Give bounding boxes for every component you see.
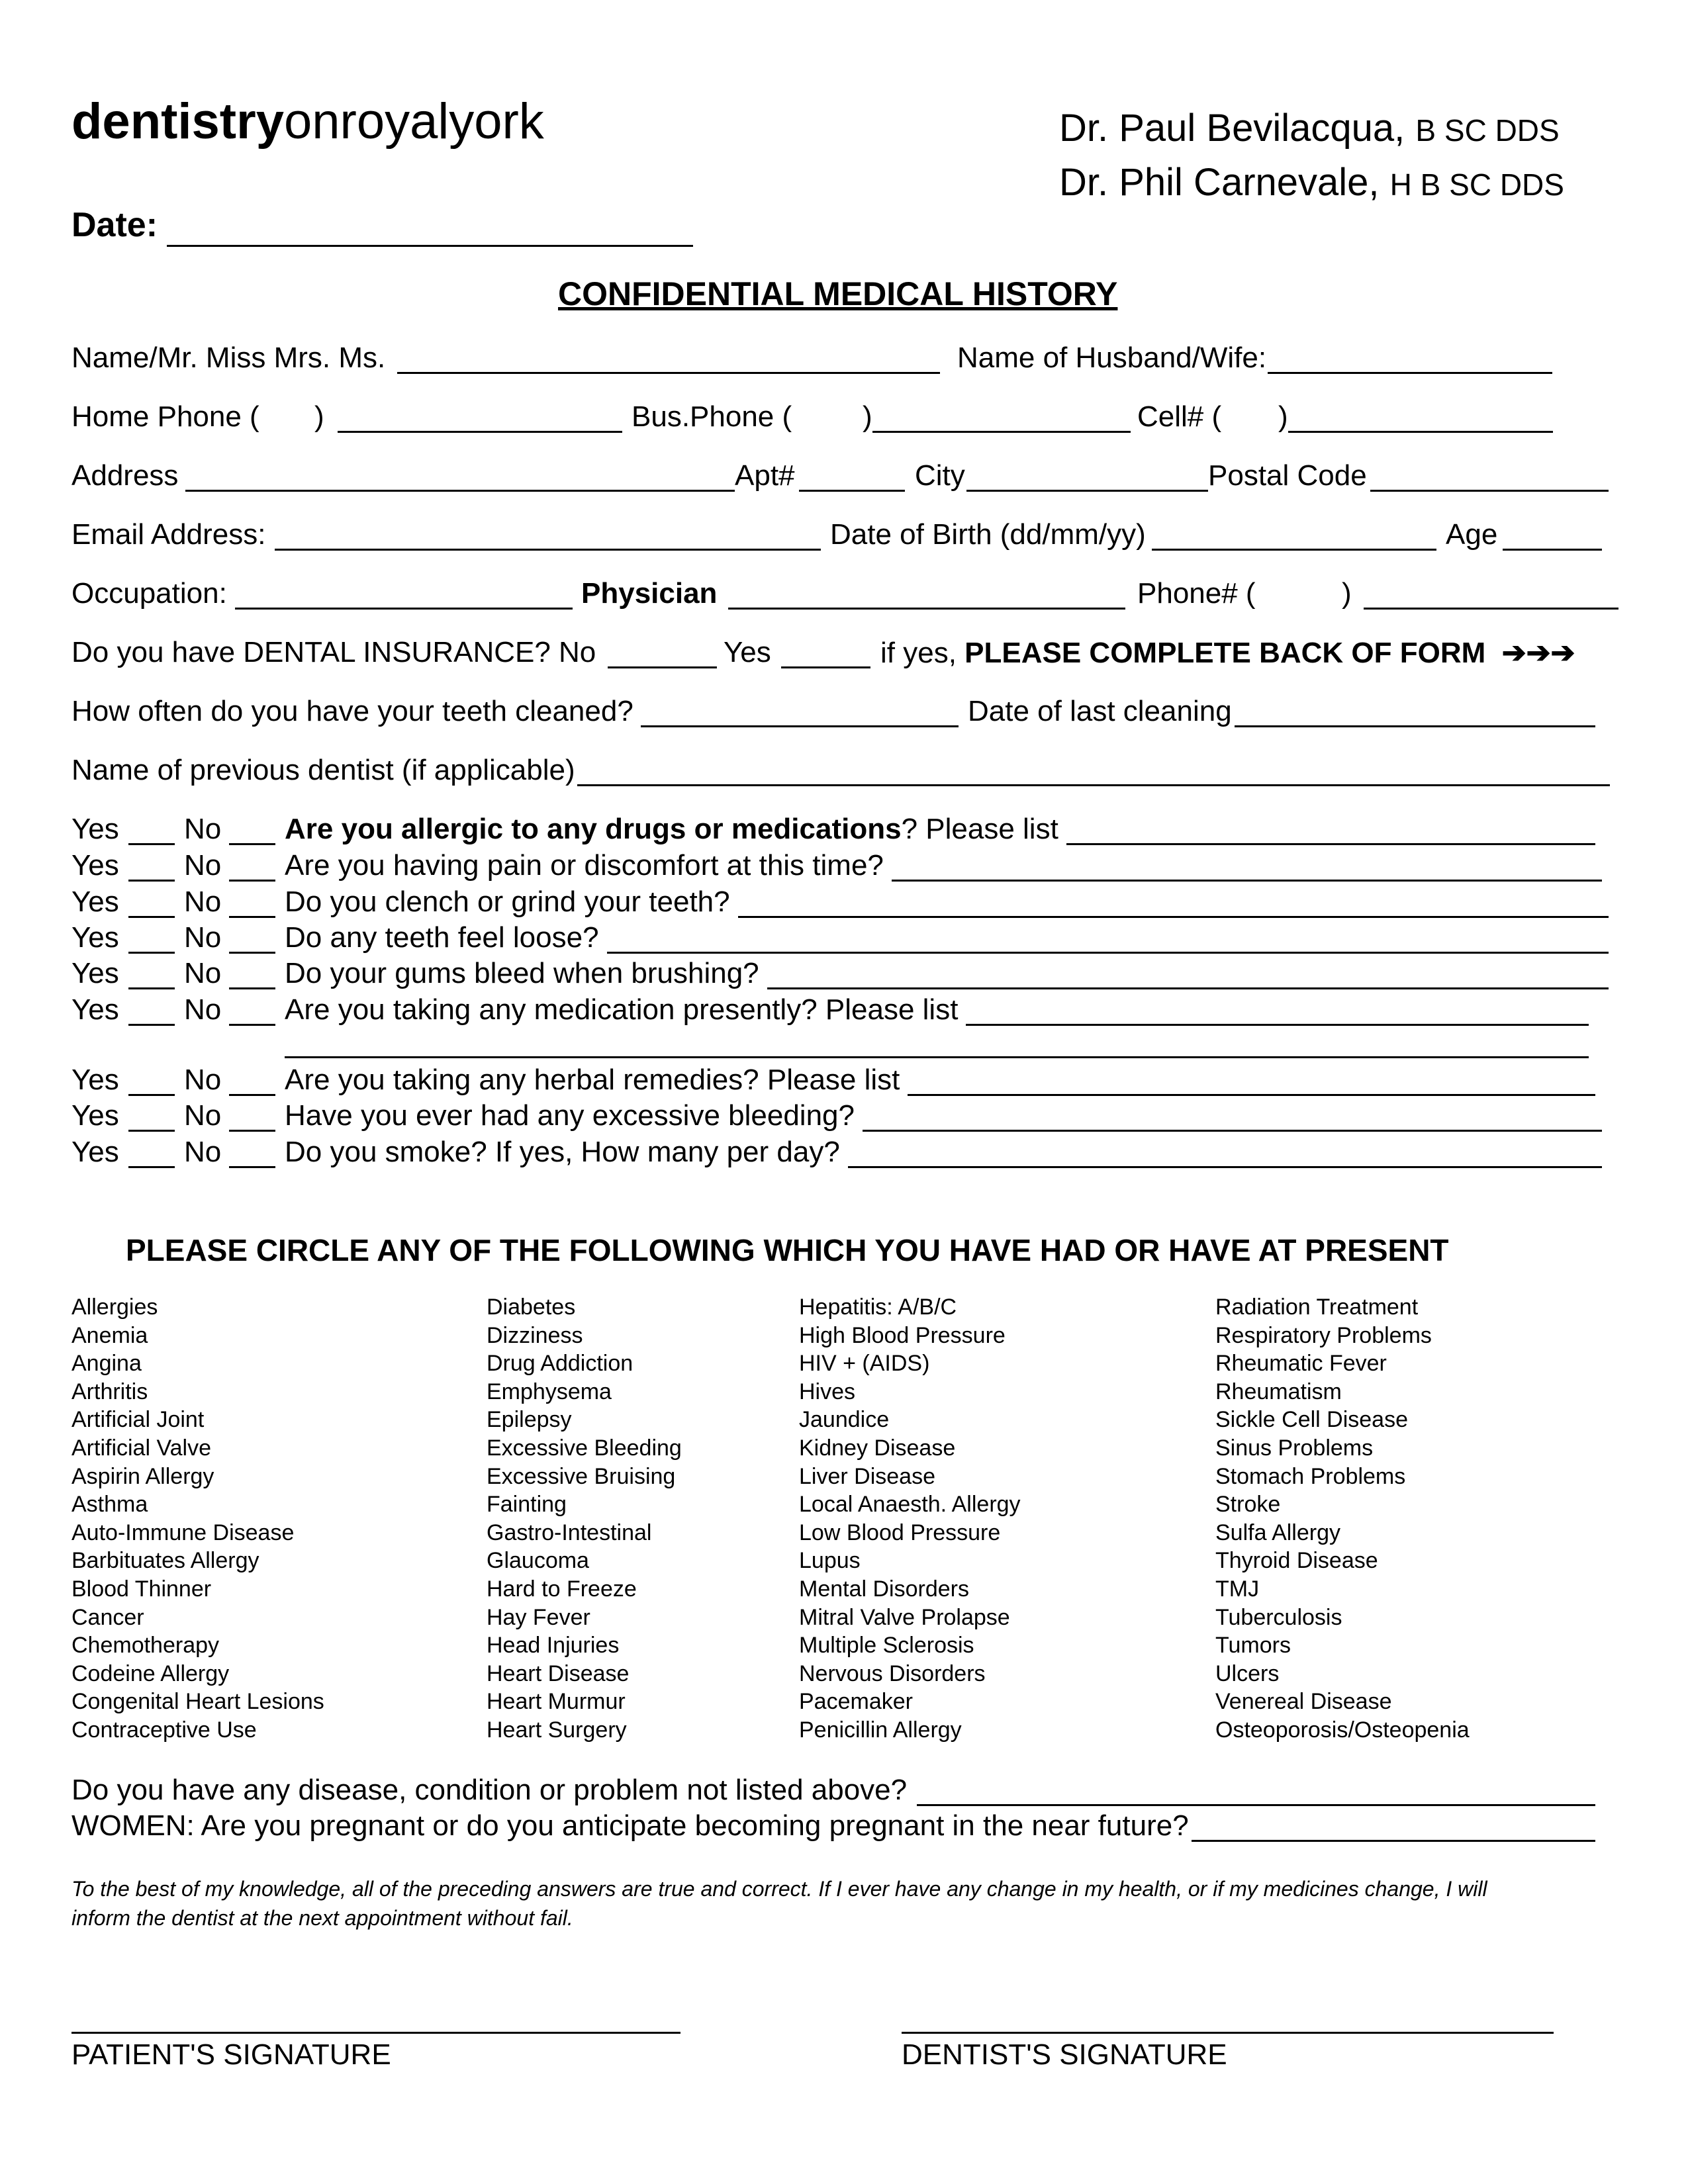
doctor-2-name: Dr. Phil Carnevale, xyxy=(1059,161,1380,204)
condition-item[interactable]: Heart Surgery xyxy=(487,1717,627,1743)
condition-item[interactable]: Sinus Problems xyxy=(1215,1435,1374,1461)
condition-item[interactable]: Kidney Disease xyxy=(799,1435,956,1461)
postal-code-label: Postal Code xyxy=(1208,459,1367,492)
condition-item[interactable]: Mental Disorders xyxy=(799,1576,969,1602)
condition-item[interactable]: Low Blood Pressure xyxy=(799,1520,1001,1545)
name-field[interactable] xyxy=(397,372,940,374)
condition-item[interactable]: Blood Thinner xyxy=(71,1576,212,1602)
date-label: Date: xyxy=(71,206,158,244)
condition-item[interactable]: Epilepsy xyxy=(487,1407,572,1433)
patient-signature-label: PATIENT'S SIGNATURE xyxy=(71,2038,391,2071)
question-no-blank[interactable] xyxy=(229,1024,275,1026)
condition-item[interactable]: Aspirin Allergy xyxy=(71,1463,214,1489)
question-plain-text: Are you having pain or discomfort at this time? xyxy=(285,849,884,882)
condition-item[interactable]: Rheumatism xyxy=(1215,1379,1342,1404)
condition-item[interactable]: Head Injuries xyxy=(487,1633,620,1659)
condition-item[interactable]: Hives xyxy=(799,1379,856,1404)
condition-item[interactable]: Dizziness xyxy=(487,1322,583,1348)
insurance-note xyxy=(880,636,1575,670)
condition-item[interactable]: Sulfa Allergy xyxy=(1215,1520,1340,1545)
email-field[interactable] xyxy=(275,549,821,551)
question-yes-blank[interactable] xyxy=(128,916,175,918)
other-disease-question: Do you have any disease, condition or problem not listed above? xyxy=(71,1774,908,1806)
question-no-label: No xyxy=(184,1099,222,1132)
cell-field[interactable] xyxy=(1288,431,1553,433)
condition-item[interactable]: Liver Disease xyxy=(799,1463,935,1489)
question-yes-label: Yes xyxy=(71,993,119,1026)
dob-label: Date of Birth (dd/mm/yy) xyxy=(830,518,1146,551)
question-yes-blank[interactable] xyxy=(128,952,175,954)
condition-item[interactable]: Penicillin Allergy xyxy=(799,1717,962,1743)
question-plain-text: Have you ever had any excessive bleeding? xyxy=(285,1099,855,1132)
age-label: Age xyxy=(1446,518,1498,551)
condition-item[interactable]: Cancer xyxy=(71,1604,144,1630)
last-cleaning-field[interactable] xyxy=(1235,725,1595,727)
question-bold-text: Are you allergic to any drugs or medications xyxy=(285,813,902,845)
question-no-blank[interactable] xyxy=(229,1166,275,1168)
condition-item[interactable]: Jaundice xyxy=(799,1407,890,1433)
question-answer-line[interactable] xyxy=(767,987,1609,989)
city-label: City xyxy=(915,459,965,492)
question-no-label: No xyxy=(184,1064,222,1096)
dob-field[interactable] xyxy=(1152,549,1436,551)
doctor-2 xyxy=(1059,160,1564,205)
condition-item[interactable]: Diabetes xyxy=(487,1295,576,1320)
condition-item[interactable]: TMJ xyxy=(1215,1576,1260,1602)
circle-instructions: PLEASE CIRCLE ANY OF THE FOLLOWING WHICH YOU HAVE HAD OR HAVE AT PRESENT xyxy=(126,1233,1449,1267)
condition-item[interactable]: Excessive Bruising xyxy=(487,1463,676,1489)
question-yes-label: Yes xyxy=(71,886,119,918)
pregnancy-field[interactable] xyxy=(1192,1840,1595,1842)
question-plain-text: Are you taking any herbal remedies? Please list xyxy=(285,1064,900,1096)
question-no-blank[interactable] xyxy=(229,1130,275,1132)
condition-item[interactable]: Radiation Treatment xyxy=(1215,1295,1419,1320)
prev-dentist-field[interactable] xyxy=(577,784,1610,786)
question-plain-text: Do your gums bleed when brushing? xyxy=(285,957,759,989)
condition-item[interactable]: Ulcers xyxy=(1215,1661,1280,1686)
question-answer-line[interactable] xyxy=(607,952,1609,954)
condition-item[interactable]: Artificial Valve xyxy=(71,1435,211,1461)
condition-item[interactable]: Gastro-Intestinal xyxy=(487,1520,652,1545)
condition-item[interactable]: Osteoporosis/Osteopenia xyxy=(1215,1717,1470,1743)
physician-field[interactable] xyxy=(728,608,1125,610)
home-phone-label: Home Phone ( xyxy=(71,400,259,433)
condition-item[interactable]: Tumors xyxy=(1215,1633,1291,1659)
name-label: Name/Mr. Miss Mrs. Ms. xyxy=(71,341,386,374)
doctor-1-credentials: B SC DDS xyxy=(1415,113,1560,148)
conditions-column xyxy=(799,1293,1021,1745)
question-yes-blank[interactable] xyxy=(128,1024,175,1026)
address-label: Address xyxy=(71,459,179,492)
practice-logo xyxy=(71,93,544,150)
postal-code-field[interactable] xyxy=(1370,490,1609,492)
condition-item[interactable]: Local Anaesth. Allergy xyxy=(799,1492,1021,1518)
apt-label: Apt# xyxy=(735,459,795,492)
cleaning-freq-label: How often do you have your teeth cleaned? xyxy=(71,695,633,727)
question-no-blank[interactable] xyxy=(229,1094,275,1096)
apt-field[interactable] xyxy=(799,490,905,492)
doctor-1-name: Dr. Paul Bevilacqua, xyxy=(1059,107,1405,150)
condition-item[interactable]: Artificial Joint xyxy=(71,1407,205,1433)
condition-item[interactable]: Arthritis xyxy=(71,1379,148,1404)
condition-item[interactable]: Chemotherapy xyxy=(71,1633,220,1659)
question-text xyxy=(285,849,884,882)
physician-label: Physician xyxy=(581,577,718,610)
physician-phone-label: Phone# ( xyxy=(1137,577,1256,610)
insurance-ifyes-text: if yes, xyxy=(880,637,957,669)
condition-item[interactable]: Venereal Disease xyxy=(1215,1689,1392,1715)
question-text xyxy=(285,886,730,919)
question-answer-line[interactable] xyxy=(892,880,1602,882)
question-no-label: No xyxy=(184,921,222,954)
condition-item[interactable]: High Blood Pressure xyxy=(799,1322,1006,1348)
condition-item[interactable]: Excessive Bleeding xyxy=(487,1435,682,1461)
question-no-label: No xyxy=(184,849,222,882)
condition-item[interactable]: Angina xyxy=(71,1351,142,1377)
question-no-label: No xyxy=(184,1136,222,1168)
cell-label: Cell# ( xyxy=(1137,400,1222,433)
doctor-2-credentials: H B SC DDS xyxy=(1389,167,1564,202)
question-yes-label: Yes xyxy=(71,1136,119,1168)
question-text xyxy=(285,813,1058,846)
question-no-blank[interactable] xyxy=(229,987,275,989)
conditions-column xyxy=(487,1293,682,1745)
arrow-right-icon: ➔➔➔ xyxy=(1501,637,1575,669)
occupation-field[interactable] xyxy=(235,608,573,610)
condition-item[interactable]: Heart Disease xyxy=(487,1661,630,1686)
condition-item[interactable]: Barbituates Allergy xyxy=(71,1548,259,1574)
insurance-no-field[interactable] xyxy=(608,666,717,668)
condition-item[interactable]: Contraceptive Use xyxy=(71,1717,257,1743)
question-yes-blank[interactable] xyxy=(128,843,175,845)
question-yes-label: Yes xyxy=(71,849,119,882)
condition-item[interactable]: Congenital Heart Lesions xyxy=(71,1689,324,1715)
condition-item[interactable]: Multiple Sclerosis xyxy=(799,1633,974,1659)
date-field[interactable] xyxy=(167,245,693,247)
question-yes-label: Yes xyxy=(71,921,119,954)
condition-item[interactable]: Auto-Immune Disease xyxy=(71,1520,295,1545)
home-phone-field[interactable] xyxy=(338,431,622,433)
question-no-blank[interactable] xyxy=(229,952,275,954)
bus-phone-paren: ) xyxy=(863,400,872,433)
condition-item[interactable]: Glaucoma xyxy=(487,1548,589,1574)
condition-item[interactable]: Sickle Cell Disease xyxy=(1215,1407,1408,1433)
prev-dentist-label: Name of previous dentist (if applicable) xyxy=(71,754,575,786)
question-text xyxy=(285,921,599,954)
question-no-label: No xyxy=(184,886,222,918)
condition-item[interactable]: Anemia xyxy=(71,1322,148,1348)
condition-item[interactable]: Heart Murmur xyxy=(487,1689,626,1715)
doctor-1 xyxy=(1059,106,1560,150)
cleaning-freq-field[interactable] xyxy=(641,725,959,727)
patient-signature-line[interactable] xyxy=(71,2032,680,2034)
question-plain-text: Do you clench or grind your teeth? xyxy=(285,886,730,918)
question-yes-label: Yes xyxy=(71,1064,119,1096)
condition-item[interactable]: Stomach Problems xyxy=(1215,1463,1406,1489)
condition-item[interactable]: Stroke xyxy=(1215,1492,1281,1518)
spouse-field[interactable] xyxy=(1268,372,1552,374)
condition-item[interactable]: Tuberculosis xyxy=(1215,1604,1342,1630)
insurance-yes-field[interactable] xyxy=(781,666,870,668)
insurance-back-text: PLEASE COMPLETE BACK OF FORM xyxy=(964,637,1486,669)
question-yes-label: Yes xyxy=(71,957,119,989)
condition-item[interactable]: Asthma xyxy=(71,1492,148,1518)
conditions-column xyxy=(1215,1293,1470,1745)
dentist-signature-line[interactable] xyxy=(902,2032,1554,2034)
question-answer-line[interactable] xyxy=(848,1166,1602,1168)
question-yes-blank[interactable] xyxy=(128,1130,175,1132)
condition-item[interactable]: Codeine Allergy xyxy=(71,1661,230,1686)
email-label: Email Address: xyxy=(71,518,266,551)
other-disease-field[interactable] xyxy=(917,1804,1595,1806)
condition-item[interactable]: HIV + (AIDS) xyxy=(799,1351,930,1377)
question-plain-text: Do you smoke? If yes, How many per day? xyxy=(285,1136,840,1168)
last-cleaning-label: Date of last cleaning xyxy=(968,695,1232,727)
question-answer-line[interactable] xyxy=(1066,843,1595,845)
condition-item[interactable]: Lupus xyxy=(799,1548,861,1574)
bus-phone-field[interactable] xyxy=(872,431,1131,433)
declaration-line-1: To the best of my knowledge, all of the preceding answers are true and correct. If I ever have any change in my health, or if my medicines change, I will xyxy=(71,1877,1487,1901)
question-yes-blank[interactable] xyxy=(128,1094,175,1096)
question-no-label: No xyxy=(184,813,222,845)
question-answer-line[interactable] xyxy=(966,1024,1589,1026)
insurance-yes-label: Yes xyxy=(724,636,771,668)
question-yes-label: Yes xyxy=(71,1099,119,1132)
condition-item[interactable]: Emphysema xyxy=(487,1379,612,1404)
condition-item[interactable]: Allergies xyxy=(71,1295,158,1320)
question-answer-line[interactable] xyxy=(738,916,1609,918)
home-phone-paren: ) xyxy=(314,400,324,433)
question-yes-label: Yes xyxy=(71,813,119,845)
condition-item[interactable]: Thyroid Disease xyxy=(1215,1548,1378,1574)
spouse-label: Name of Husband/Wife: xyxy=(957,341,1267,374)
logo-rest-text: onroyalyork xyxy=(283,93,544,150)
question-no-blank[interactable] xyxy=(229,843,275,845)
question-plain-text: ? Please list xyxy=(901,813,1058,845)
declaration-line-2: inform the dentist at the next appointment without fail. xyxy=(71,1906,573,1930)
occupation-label: Occupation: xyxy=(71,577,227,610)
dentist-signature-label: DENTIST'S SIGNATURE xyxy=(902,2038,1227,2071)
question-answer-line[interactable] xyxy=(908,1094,1595,1096)
question-text xyxy=(285,1064,900,1097)
city-field[interactable] xyxy=(966,490,1208,492)
condition-item[interactable]: Nervous Disorders xyxy=(799,1661,986,1686)
question-plain-text: Do any teeth feel loose? xyxy=(285,921,599,954)
condition-item[interactable]: Hard to Freeze xyxy=(487,1576,637,1602)
logo-bold-text: dentistry xyxy=(71,93,284,150)
question-plain-text: Are you taking any medication presently? Please list xyxy=(285,993,959,1026)
question-text xyxy=(285,993,958,1026)
physician-phone-field[interactable] xyxy=(1364,608,1618,610)
condition-item[interactable]: Fainting xyxy=(487,1492,567,1518)
age-field[interactable] xyxy=(1503,549,1602,551)
question-text xyxy=(285,1099,855,1132)
condition-item[interactable]: Respiratory Problems xyxy=(1215,1322,1432,1348)
condition-item[interactable]: Pacemaker xyxy=(799,1689,913,1715)
cell-paren: ) xyxy=(1278,400,1288,433)
question-no-blank[interactable] xyxy=(229,916,275,918)
condition-item[interactable]: Hay Fever xyxy=(487,1604,590,1630)
physician-phone-paren: ) xyxy=(1342,577,1352,610)
condition-item[interactable]: Hepatitis: A/B/C xyxy=(799,1295,957,1320)
question-text xyxy=(285,1136,840,1169)
question-no-label: No xyxy=(184,993,222,1026)
question-answer-line[interactable] xyxy=(863,1130,1602,1132)
condition-item[interactable]: Rheumatic Fever xyxy=(1215,1351,1387,1377)
bus-phone-label: Bus.Phone ( xyxy=(632,400,792,433)
conditions-column xyxy=(71,1293,324,1745)
question-text xyxy=(285,957,759,990)
condition-item[interactable]: Mitral Valve Prolapse xyxy=(799,1604,1010,1630)
form-title: CONFIDENTIAL MEDICAL HISTORY xyxy=(558,275,1118,312)
question-yes-blank[interactable] xyxy=(128,1166,175,1168)
question-yes-blank[interactable] xyxy=(128,880,175,882)
question-no-label: No xyxy=(184,957,222,989)
medication-continuation-line[interactable] xyxy=(285,1056,1589,1058)
address-field[interactable] xyxy=(185,490,735,492)
question-no-blank[interactable] xyxy=(229,880,275,882)
pregnancy-question: WOMEN: Are you pregnant or do you anticipate becoming pregnant in the near future? xyxy=(71,1809,1189,1842)
question-yes-blank[interactable] xyxy=(128,987,175,989)
condition-item[interactable]: Drug Addiction xyxy=(487,1351,633,1377)
insurance-question: Do you have DENTAL INSURANCE? No xyxy=(71,636,596,668)
